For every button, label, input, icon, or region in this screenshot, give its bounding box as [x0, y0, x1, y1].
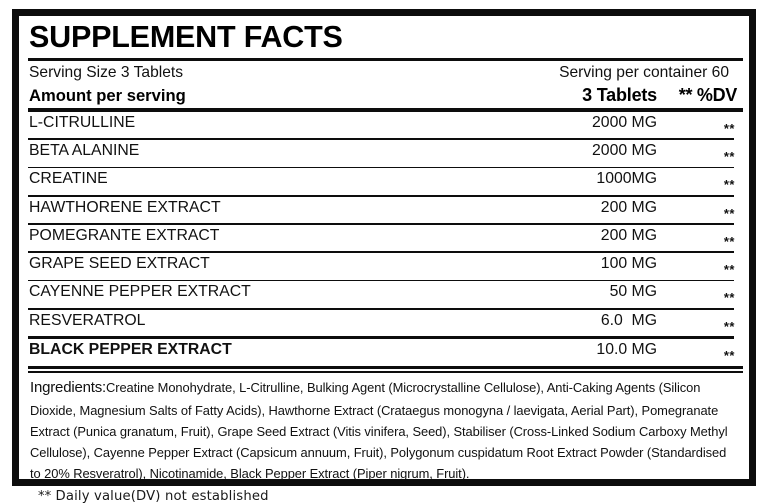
nutrient-name: HAWTHORENE EXTRACT [29, 198, 221, 216]
serving-info-row [28, 61, 743, 83]
table-row [28, 281, 743, 308]
nutrient-name: BETA ALANINE [29, 142, 140, 160]
serving-size-text: Serving Size 3 Tablets [29, 63, 184, 81]
nutrient-amount: 50 MG [609, 283, 657, 301]
amount-per-serving-label: Amount per serving [29, 85, 186, 105]
footnote-stars: ** [38, 489, 52, 504]
table-row [28, 168, 743, 195]
ingredients-text: Creatine Monohydrate, L-Citrulline, Bulking Agent (Microcrystalline Cellulose), Anti-Caking Agents (Silicon Dioxide, Magnesium Salts of Fatty Acids), Hawthorne Extract (Crataegus monogyna / laevigata, Aerial Part), Pomegranate Extract (Punica granatum, Fruit), Grape Seed Extract (Vitis vinifera, Seed), Stabiliser (Cross-Linked Sodium Carboxy Methyl Cellulose), Cayenne Pepper Extract (Capsicum annuum, Fruit), Polygonum cuspidatum Root Extract Powder (Standardised to 20% Resveratrol), Nicotinamide, Black Pepper Extract (Piper nigrum, Fruit). [30, 379, 728, 482]
nutrient-name: CREATINE [29, 170, 108, 188]
dv-column-header: ** %DV [678, 84, 737, 105]
nutrient-daily-value: ** [723, 318, 735, 334]
amount-per-serving-header [28, 83, 743, 108]
nutrient-table [28, 112, 743, 366]
panel-title: SUPPLEMENT FACTS [29, 20, 343, 54]
nutrient-name: BLACK PEPPER EXTRACT [29, 340, 232, 358]
nutrient-daily-value: ** [723, 262, 735, 278]
nutrient-daily-value: ** [723, 205, 735, 221]
nutrient-name: RESVERATROL [29, 311, 146, 329]
nutrient-name: GRAPE SEED EXTRACT [29, 255, 210, 273]
nutrient-daily-value: ** [723, 149, 735, 165]
nutrient-daily-value: ** [723, 347, 735, 363]
label-inner-frame [17, 14, 751, 504]
nutrient-name: CAYENNE PEPPER EXTRACT [29, 283, 251, 301]
nutrient-daily-value: ** [723, 233, 735, 249]
nutrient-name: POMEGRANTE EXTRACT [29, 226, 220, 244]
nutrient-name: L-CITRULLINE [29, 113, 136, 131]
table-row [28, 310, 743, 337]
nutrient-amount: 100 MG [600, 255, 657, 273]
table-row [28, 197, 743, 224]
nutrient-amount: 200 MG [600, 198, 657, 216]
table-row [28, 253, 743, 280]
table-row [28, 112, 743, 139]
footnote-text: Daily value(DV) not established [55, 489, 269, 504]
ingredients-divider-top [28, 366, 743, 369]
nutrient-daily-value: ** [723, 177, 735, 193]
ingredients-paragraph [28, 373, 743, 485]
ingredients-heading: Ingredients: [30, 378, 106, 396]
serving-column-header: 3 Tablets [582, 84, 657, 105]
serving-per-container-text: Serving per container 60 [559, 63, 729, 81]
nutrient-amount: 1000MG [596, 170, 657, 188]
nutrient-amount: 200 MG [600, 226, 657, 244]
table-row [28, 339, 743, 366]
table-row [28, 225, 743, 252]
nutrient-daily-value: ** [723, 290, 735, 306]
nutrient-amount: 6.0 MG [600, 311, 657, 329]
table-row [28, 140, 743, 167]
nutrient-amount: 2000 MG [592, 113, 657, 131]
label-outer-frame [12, 9, 756, 504]
footnote-row [28, 484, 743, 504]
nutrient-amount: 2000 MG [592, 142, 657, 160]
nutrient-amount: 10.0 MG [596, 340, 657, 358]
nutrient-daily-value: ** [723, 120, 735, 136]
